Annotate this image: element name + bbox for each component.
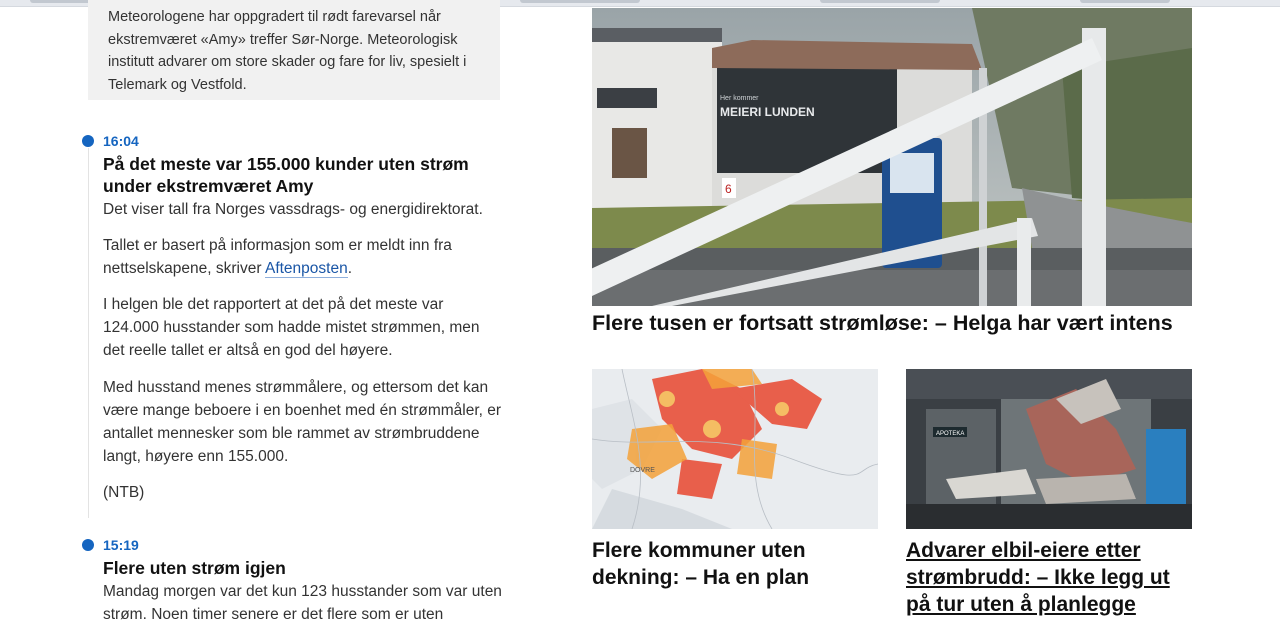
entry-paragraph: Med husstand menes strømmålere, og ettersom det kan være mange beboere i en boenhet med én strømmåler, er antallet mennesker som ble rammet av strømbruddene langt, høyere enn 155.000. <box>103 379 502 465</box>
hero-photo-charging-station <box>592 8 1192 306</box>
sign-big-text: MEIERI LUNDEN <box>720 105 815 119</box>
top-strip-tab[interactable] <box>520 0 640 3</box>
entry-headline[interactable]: Flere uten strøm igjen <box>103 558 286 578</box>
timeline-dot-icon <box>82 539 94 551</box>
top-strip-tab[interactable] <box>1080 0 1170 3</box>
timeline-dot-icon <box>82 135 94 147</box>
number-sign-text: 6 <box>725 182 732 196</box>
timeline-line <box>88 148 89 518</box>
summary-text: Meteorologene har oppgradert til rødt farevarsel når ekstremværet «Amy» treffer Sør-Norge. Meteorologisk institutt advarer om store skader og fare for liv, spesielt i Telemark og Vestfold. <box>108 9 467 93</box>
shop-sign-text: APOTEKA <box>936 431 965 437</box>
entry-paragraph: Det viser tall fra Norges vassdrags- og energidirektorat. <box>103 201 483 218</box>
storm-damage-photo <box>906 369 1192 529</box>
entry-time: 16:04 <box>103 133 139 149</box>
sign-small-text: Her kommer <box>720 95 759 102</box>
live-feed <box>88 0 500 623</box>
entry-source: (NTB) <box>103 484 145 501</box>
entry-time: 15:19 <box>103 537 139 553</box>
card-title[interactable]: Flere kommuner uten dekning: – Ha en plan <box>592 539 810 589</box>
coverage-map <box>592 369 878 529</box>
entry-paragraph-text: Tallet er basert på informasjon som er meldt inn fra nettselskapene, skriver <box>103 237 452 277</box>
hero-image[interactable] <box>592 8 1192 306</box>
map-label: DOVRE <box>630 467 655 474</box>
coverage-map-image <box>592 369 878 529</box>
entry-headline[interactable]: På det meste var 155.000 kunder uten strøm under ekstremværet Amy <box>103 154 469 196</box>
entry-paragraph <box>103 234 503 280</box>
aftenposten-link[interactable]: Aftenposten <box>264 260 348 277</box>
entry-paragraph-text: . <box>347 260 353 277</box>
teaser-card-coverage[interactable] <box>592 369 878 591</box>
summary-box <box>88 0 500 100</box>
top-strip-tab[interactable] <box>820 0 940 3</box>
entry-paragraph: I helgen ble det rapportert at det på det meste var 124.000 husstander som hadde mistet strømmen, men det reelle tallet er altså en god del høyere. <box>103 296 480 359</box>
hero-title[interactable]: Flere tusen er fortsatt strømløse: – Helga har vært intens <box>592 311 1173 335</box>
storm-damage-image <box>906 369 1192 529</box>
entry-paragraph: Mandag morgen var det kun 123 husstander som var uten strøm. Noen timer senere er det flere som er uten <box>103 583 502 623</box>
card-title[interactable]: Advarer elbil-eiere etter strømbrudd: – Ikke legg ut på tur uten å planlegge <box>906 539 1170 616</box>
teaser-card-ev-warning[interactable] <box>906 369 1192 618</box>
